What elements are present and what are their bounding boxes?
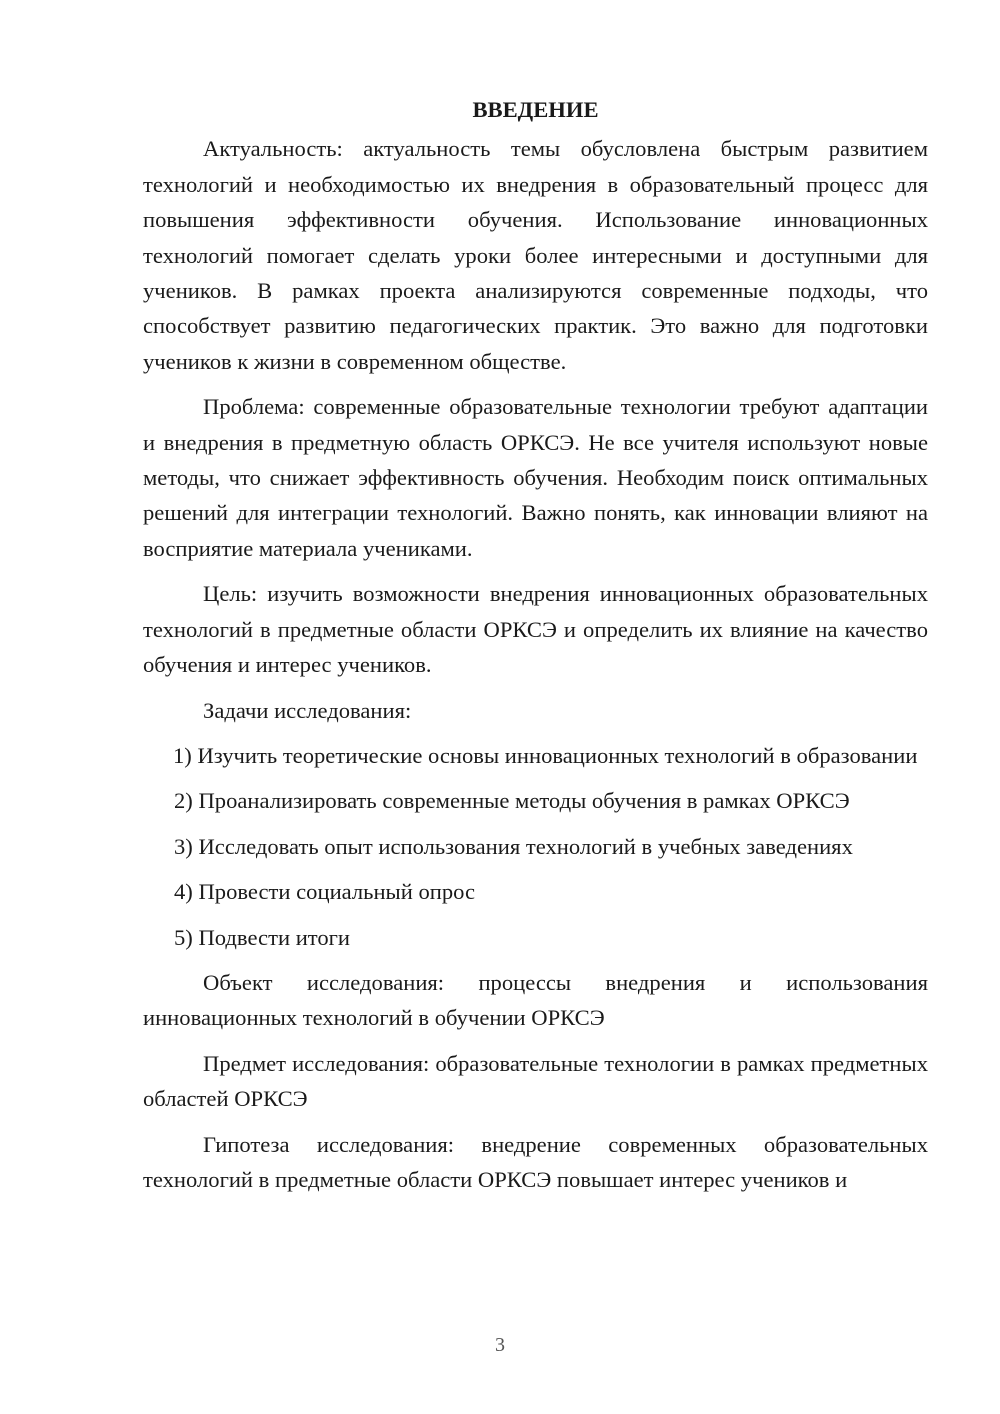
paragraph-hypothesis: Гипотеза исследования: внедрение современных образовательных технологий в предметные области ОРКСЭ повышает интерес учеников и <box>143 1131 928 1192</box>
paragraph-relevance: Актуальность: актуальность темы обусловлена быстрым развитием технологий и необходимостью их внедрения в образовательный процесс для повышения эффективности обучения. Использование инновационных технологий помогает сделать уроки более интересными и доступными для учеников. В рамках проекта анализируются современные подходы, что способствует развитию педагогических практик. Это важно для подготовки учеников к жизни в современном обществе. <box>143 136 928 374</box>
paragraph-object: Объект исследования: процессы внедрения и использования инновационных технологий в обучении ОРКСЭ <box>143 969 928 1031</box>
paragraph-goal: Цель: изучить возможности внедрения инновационных образовательных технологий в предметные области ОРКСЭ и определить их влияние на качество обучения и интерес учеников. <box>143 581 928 678</box>
task-item-5: 5) Подвести итоги <box>174 924 351 950</box>
page-number: 3 <box>495 1334 505 1356</box>
paragraph-subject: Предмет исследования: образовательные технологии в рамках предметных областей ОРКСЭ <box>143 1050 928 1112</box>
page-content <box>143 92 928 1197</box>
task-item-3: 3) Исследовать опыт использования технологий в учебных заведениях <box>174 833 853 859</box>
section-title: ВВЕДЕНИЕ <box>472 97 599 122</box>
task-item-4: 4) Провести социальный опрос <box>174 879 476 905</box>
paragraph-problem: Проблема: современные образовательные технологии требуют адаптации и внедрения в предметную область ОРКСЭ. Не все учителя используют новые методы, что снижает эффективность обучения. Необходим поиск оптимальных решений для интеграции технологий. Важно понять, как инновации влияют на восприятие материала учениками. <box>143 394 928 561</box>
tasks-heading: Задачи исследования: <box>203 697 412 723</box>
task-item-1: 1) Изучить теоретические основы инновационных технологий в образовании <box>173 742 918 768</box>
task-item-2: 2) Проанализировать современные методы обучения в рамках ОРКСЭ <box>174 788 850 814</box>
